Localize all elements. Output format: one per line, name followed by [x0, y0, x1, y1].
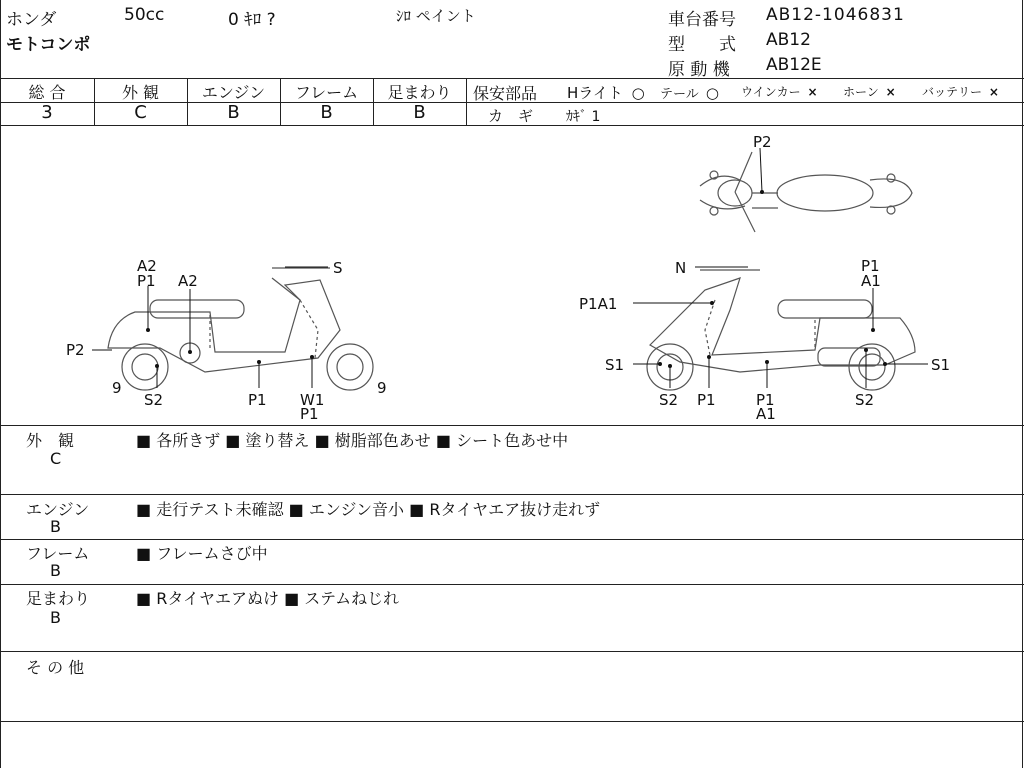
diagram-label: S1: [605, 356, 625, 374]
safety-item-mark: ×: [807, 85, 818, 99]
diagram-label: 9: [377, 379, 387, 397]
divider-header: [0, 78, 1024, 79]
engine-grade: B: [227, 102, 240, 123]
note-row-exterior: [0, 426, 1024, 494]
displacement: 50cc: [124, 5, 165, 25]
note-row-engine: [0, 495, 1024, 539]
diagram-label: P1A1: [579, 295, 618, 313]
engine-value: AB12E: [766, 55, 822, 75]
note-title: フレーム: [26, 544, 90, 563]
color: ｼﾛ ペイント: [396, 7, 476, 25]
engine-grade-label: エンジン: [201, 83, 266, 102]
diagram-label: S: [333, 259, 343, 277]
note-grade: B: [50, 561, 61, 580]
safety-item-name: バッテリー: [922, 85, 983, 99]
safety-item-headlight: [567, 82, 645, 103]
exterior-label: 外 観: [121, 83, 160, 102]
diagram-label: 9: [112, 379, 122, 397]
suspension-grade: B: [413, 102, 426, 123]
diagram-label: S2: [659, 391, 679, 409]
frame-no: AB12-1046831: [766, 5, 905, 25]
diagram-label: P1: [756, 391, 775, 409]
note-text: ■ 走行テスト未確認 ■ エンジン音小 ■ Rタイヤエア抜け走れず: [136, 500, 601, 519]
top-view-scooter: [700, 152, 912, 232]
mileage: 0 ｷﾛ ?: [228, 10, 276, 30]
diagram-label: S2: [855, 391, 875, 409]
frame-grade-label: フレーム: [294, 83, 359, 102]
exterior-grade: C: [134, 102, 147, 123]
safety-item-name: Hライト: [567, 84, 623, 102]
overall-grade: 3: [41, 102, 53, 123]
note-grade: B: [50, 517, 61, 536]
diagram-label: P1: [697, 391, 716, 409]
maker-name: ホンダ: [6, 10, 57, 30]
safety-item-battery: [922, 83, 999, 100]
note-grade: C: [50, 449, 62, 468]
grade-col-divider: [466, 78, 467, 125]
damage-diagram: [0, 126, 1024, 425]
diagram-label: A1: [756, 405, 776, 423]
diagram-label: P1: [861, 257, 880, 275]
diagram-label: N: [675, 259, 687, 277]
note-title: そ の 他: [26, 658, 85, 677]
diagram-label: S1: [931, 356, 951, 374]
diagram-label: P2: [66, 341, 85, 359]
note-title: 外 観: [26, 431, 75, 450]
safety-item-mark: ○: [631, 84, 645, 102]
safety-label: 保安部品: [473, 84, 538, 103]
model-name: モトコンポ: [6, 35, 91, 55]
diagram-label: W1: [300, 391, 325, 409]
engine-label: 原 動 機: [668, 60, 730, 80]
safety-item-name: ホーン: [843, 85, 879, 99]
diagram-label: A2: [137, 257, 157, 275]
diagram-label: P1: [300, 405, 319, 423]
note-grade: B: [50, 608, 61, 627]
type-value: AB12: [766, 30, 811, 50]
safety-item-mark: ×: [885, 85, 896, 99]
key-value: ｶｷﾞ 1: [566, 109, 601, 125]
divider-notes-5: [0, 721, 1024, 722]
diagram-label: P1: [248, 391, 267, 409]
note-text: ■ フレームさび中: [136, 544, 268, 563]
note-title: エンジン: [26, 500, 90, 519]
diagram-label: P2: [753, 133, 772, 151]
diagram-label: P1: [137, 272, 156, 290]
diagram-label: S2: [144, 391, 164, 409]
frame-no-label: 車台番号: [668, 10, 736, 30]
diagram-label: A1: [861, 272, 881, 290]
diagram-label: A2: [178, 272, 198, 290]
note-text: ■ 各所きず ■ 塗り替え ■ 樹脂部色あせ ■ シート色あせ中: [136, 431, 569, 450]
safety-item-mark: ○: [705, 84, 719, 102]
note-row-frame: [0, 540, 1024, 584]
safety-item-name: ウインカー: [741, 85, 801, 99]
safety-item-mark: ×: [988, 85, 999, 99]
note-title: 足まわり: [26, 589, 91, 608]
note-text: ■ Rタイヤエアぬけ ■ ステムねじれ: [136, 589, 400, 608]
frame-grade: B: [320, 102, 333, 123]
safety-item-horn: [843, 83, 896, 100]
note-row-other: [0, 652, 1024, 721]
safety-item-name: テール: [660, 87, 699, 102]
safety-item-tail: [660, 83, 719, 102]
safety-item-winker: [741, 83, 818, 100]
type-label: 型 式: [668, 35, 736, 55]
overall-label: 総 合: [28, 83, 66, 102]
key-label: カ ギ: [488, 107, 534, 125]
suspension-grade-label: 足まわり: [387, 83, 452, 102]
note-row-suspension: [0, 585, 1024, 651]
